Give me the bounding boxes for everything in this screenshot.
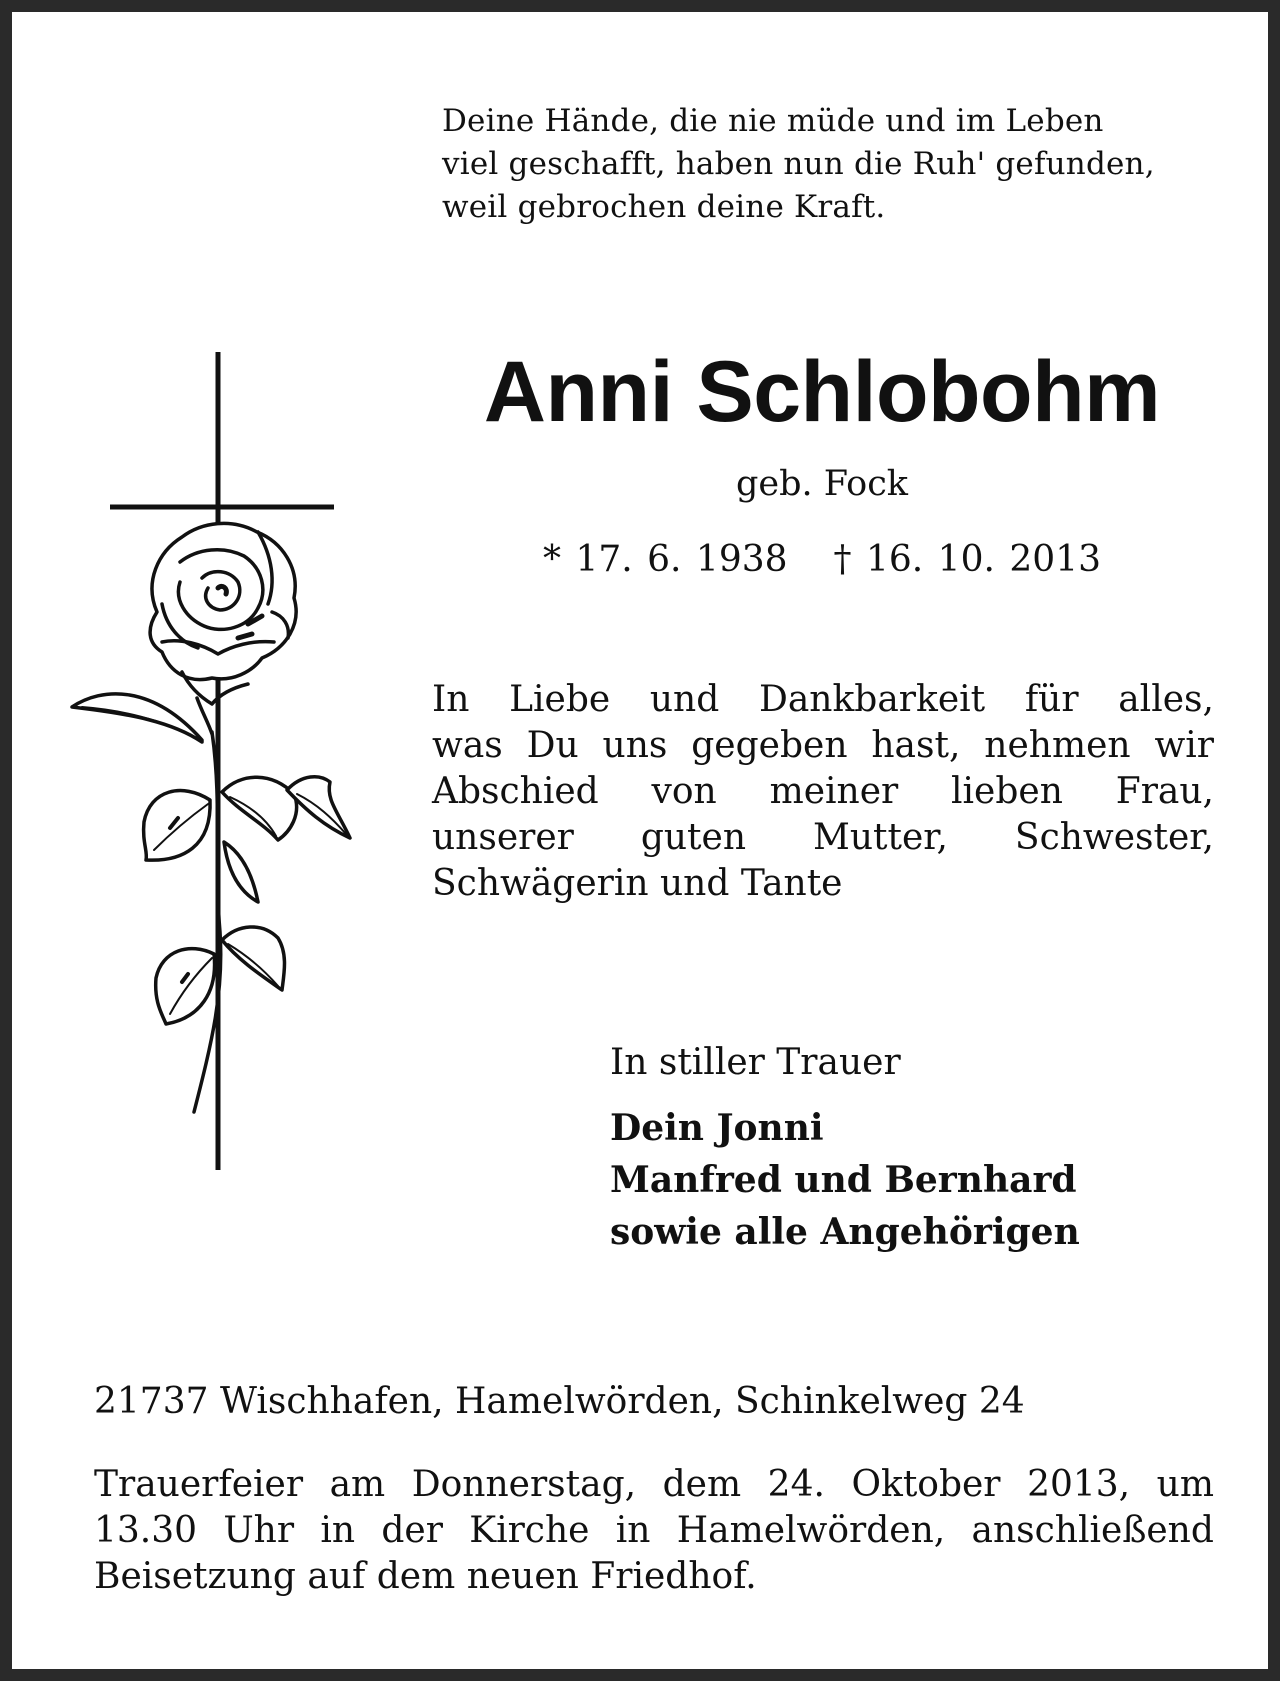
message-line [432, 769, 1214, 815]
word: 24. [767, 1464, 825, 1505]
word: wir [1154, 725, 1214, 766]
address: 21737 Wischhafen, Hamelwörden, Schinkelweg 24 [94, 1381, 1025, 1422]
word: Oktober [851, 1464, 1001, 1505]
funeral-line [94, 1508, 1214, 1554]
word: hast, [871, 725, 961, 766]
word: uns [602, 725, 668, 766]
word: Mutter, [812, 817, 948, 858]
word: unserer [432, 817, 574, 858]
word: meiner [769, 771, 899, 812]
word: lieben [951, 771, 1063, 812]
word: guten [640, 817, 747, 858]
mourners-list [610, 1102, 1080, 1258]
word: Donnerstag, [411, 1464, 637, 1505]
cross-icon [110, 352, 334, 1170]
message-line [432, 815, 1214, 861]
message-line [432, 677, 1214, 723]
word: Uhr [223, 1510, 295, 1551]
farewell-message [432, 677, 1214, 907]
word: alles, [1118, 679, 1214, 720]
birth-date: * 17. 6. 1938 [543, 539, 788, 580]
word: Schwester, [1014, 817, 1214, 858]
word: anschließend [971, 1510, 1214, 1551]
mourner-name: sowie alle Angehörigen [610, 1211, 1080, 1253]
message-line [432, 723, 1214, 769]
word: für [1024, 679, 1079, 720]
mourner-name: Dein Jonni [610, 1107, 824, 1149]
life-dates [442, 537, 1202, 583]
word: Abschied [432, 771, 599, 812]
word: In [432, 679, 470, 720]
word: Du [526, 725, 579, 766]
word: der [381, 1510, 443, 1551]
word: Frau, [1115, 771, 1214, 812]
poem-line: Deine Hände, die nie müde und im Leben [442, 103, 1104, 139]
word: am [329, 1464, 386, 1505]
word: was [432, 725, 503, 766]
mourner-name: Manfred und Bernhard [610, 1159, 1077, 1201]
funeral-line: Beisetzung auf dem neuen Friedhof. [94, 1556, 757, 1597]
word: von [651, 771, 717, 812]
poem [442, 100, 1222, 229]
word: um [1156, 1464, 1214, 1505]
word: 13.30 [94, 1510, 198, 1551]
word: Kirche [469, 1510, 590, 1551]
poem-line: weil gebrochen deine Kraft. [442, 189, 886, 225]
death-date: † 16. 10. 2013 [833, 539, 1101, 580]
word: in [320, 1510, 356, 1551]
mourning-intro: In stiller Trauer [610, 1042, 901, 1083]
cross-with-rose-icon [62, 342, 362, 1182]
funeral-line [94, 1462, 1214, 1508]
word: Liebe [509, 679, 611, 720]
word: Trauerfeier [94, 1464, 304, 1505]
message-line: Schwägerin und Tante [432, 863, 843, 904]
rose-icon [72, 523, 350, 1112]
word: in [615, 1510, 651, 1551]
deceased-name: Anni Schlobohm [483, 344, 1161, 440]
word: nehmen [984, 725, 1131, 766]
maiden-name: geb. Fock [735, 464, 909, 504]
word: Hamelwörden, [676, 1510, 946, 1551]
word: 2013, [1027, 1464, 1131, 1505]
word: und [649, 679, 720, 720]
word: gegeben [691, 725, 848, 766]
word: Dankbarkeit [758, 679, 986, 720]
funeral-details [94, 1462, 1214, 1600]
word: dem [662, 1464, 742, 1505]
poem-line: viel geschafft, haben nun die Ruh' gefunden, [442, 146, 1155, 182]
